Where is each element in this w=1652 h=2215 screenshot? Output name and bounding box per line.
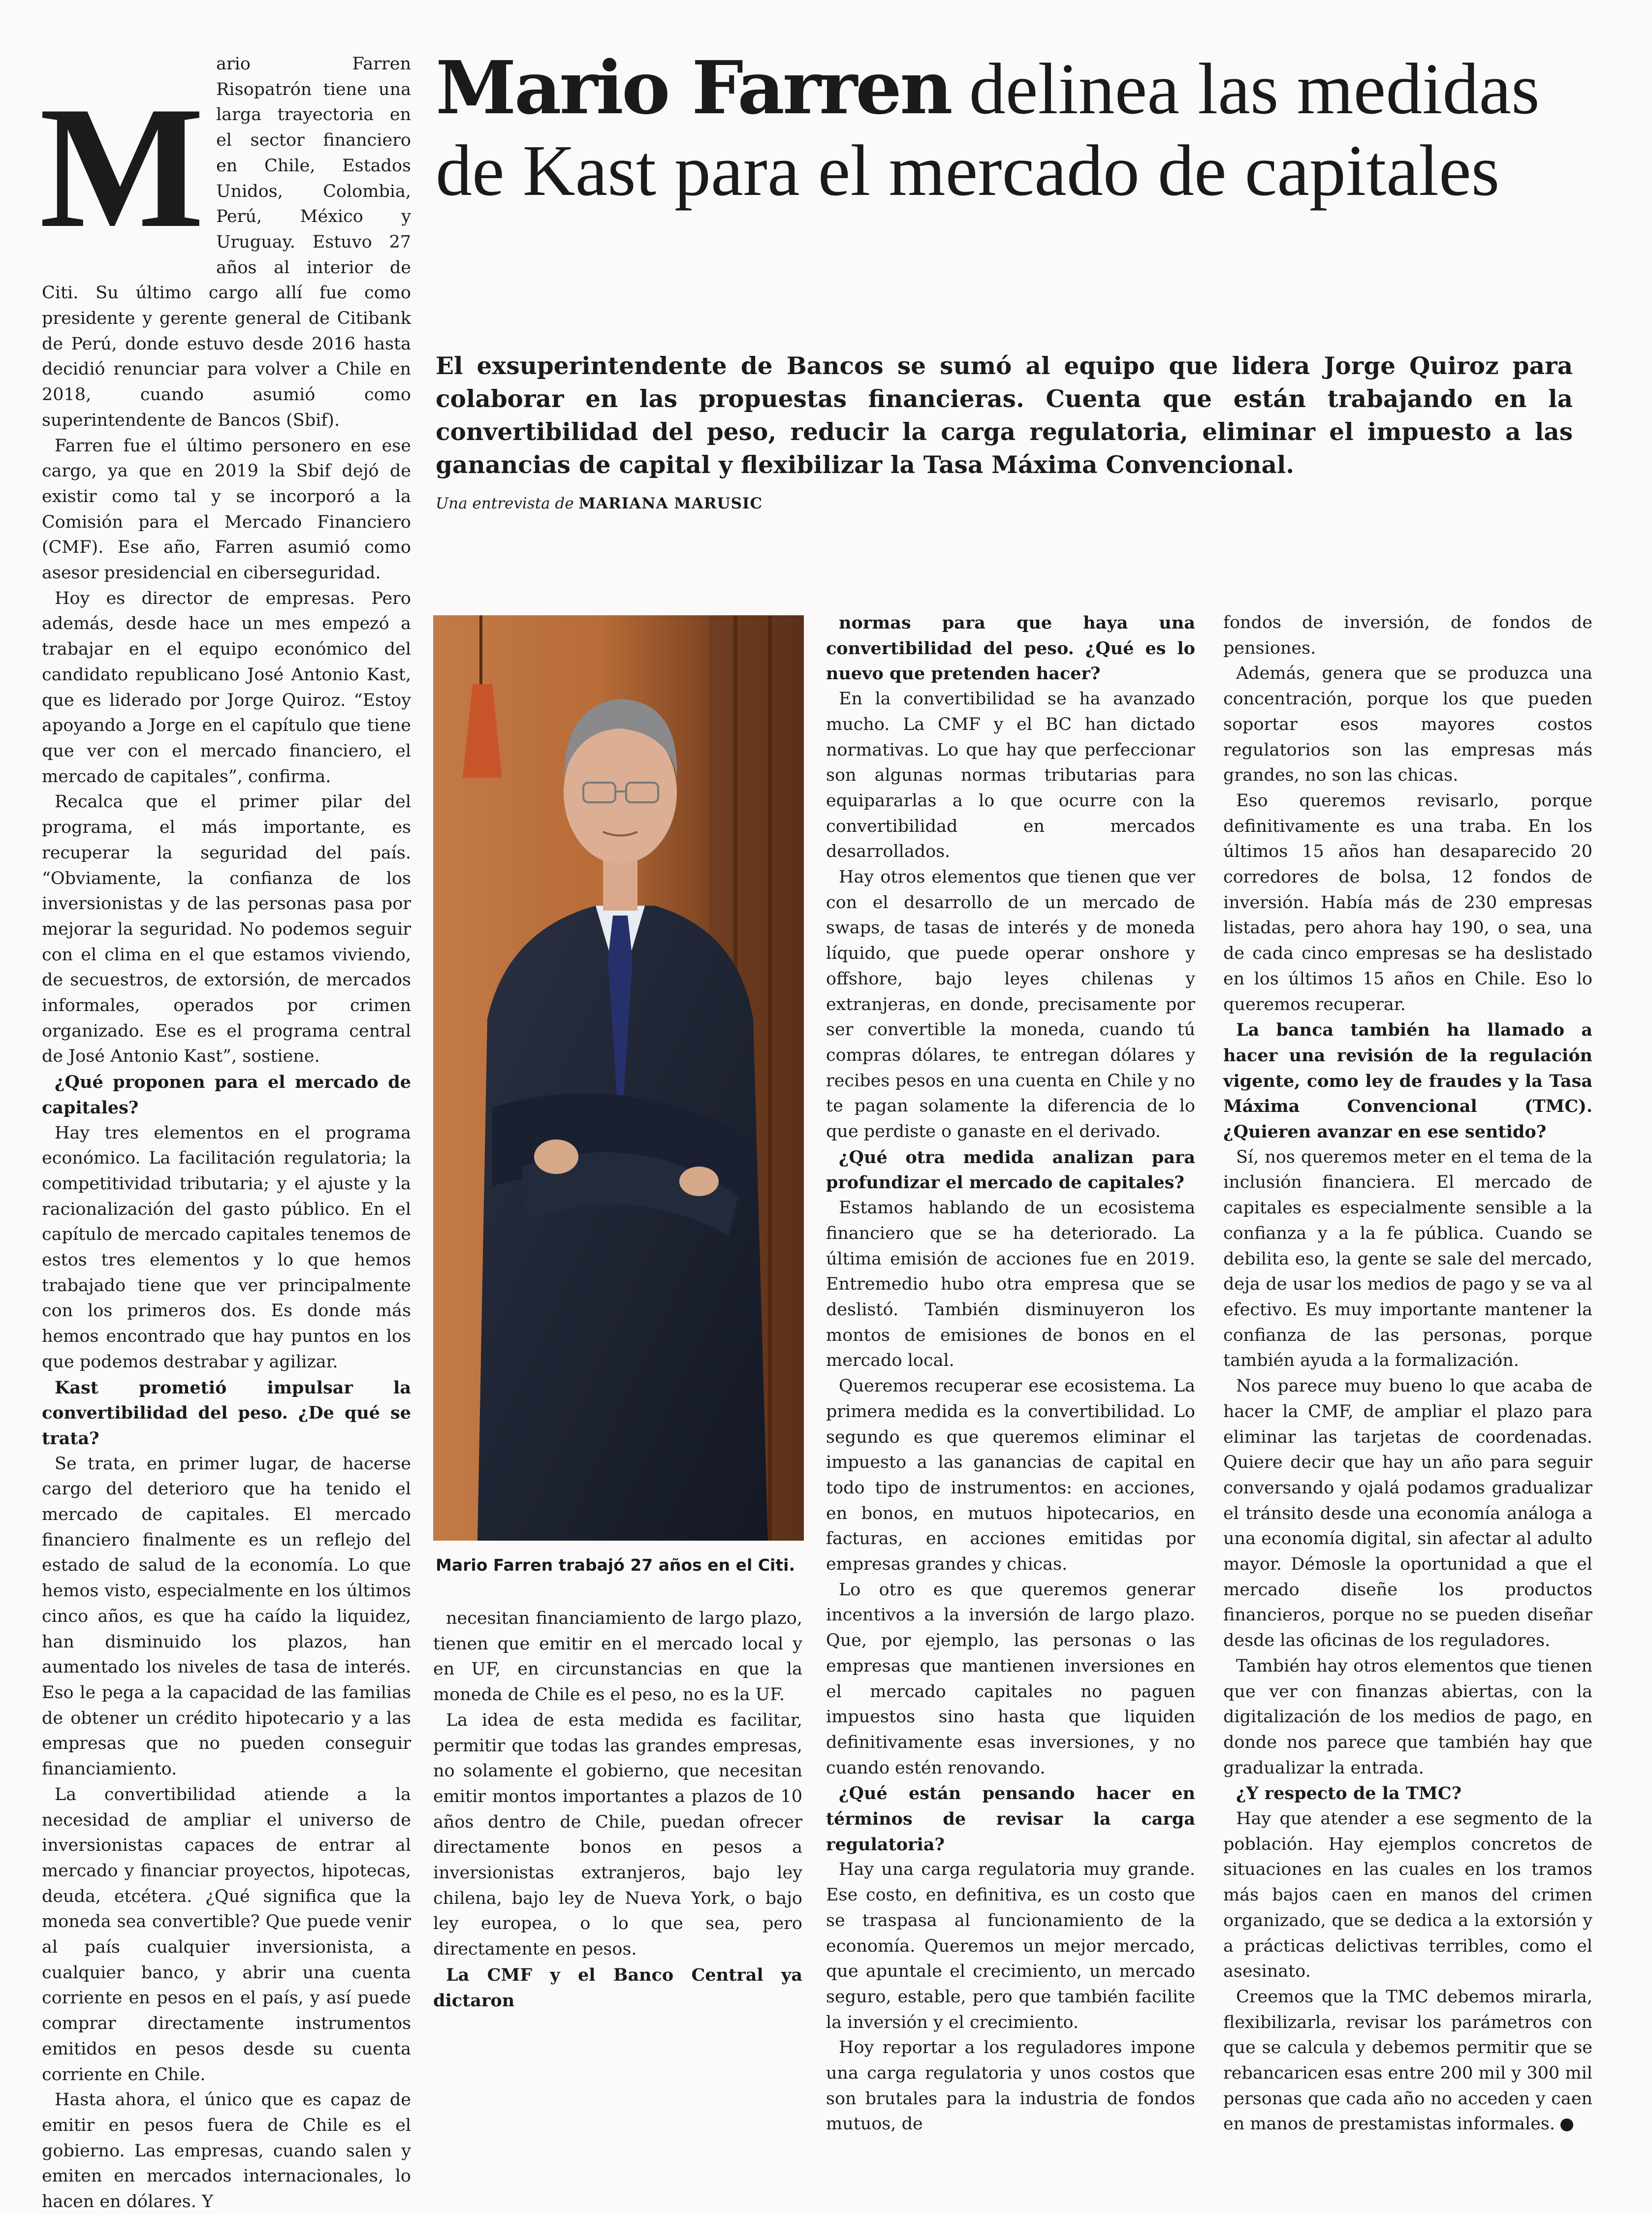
article-paragraph: También hay otros elementos que tienen que ver con finanzas abiertas, con la digitalización de los medios de pago, en donde nos parece que también hay que gradualizar la entrada. — [1223, 1656, 1592, 1778]
article-paragraph: Queremos recuperar ese ecosistema. La primera medida es la convertibilidad. Lo segundo es que queremos eliminar el impuesto a las ganancias de capital en todo tipo de instrumentos: en acciones, en bonos, en mutuos hipotecarios, en facturas, en acciones emitidas por empresas grandes y chicas. — [826, 1376, 1195, 1575]
drop-cap: M — [39, 70, 205, 264]
interview-question: La banca también ha llamado a hacer una revisión de la regulación vigente, como ley de fraudes y la Tasa Máxima Convencional (TMC). ¿Quieren avanzar en ese sentido? — [1223, 1020, 1592, 1142]
byline-author: MARIANA MARUSIC — [578, 495, 763, 512]
headline — [436, 47, 1602, 212]
article-paragraph: Hay que atender a ese segmento de la población. Hay ejemplos concretos de situaciones en las cuales en los tramos más bajos caen en manos del crimen organizado, que se dedica a la extorsión y a prácticas delictivas terribles, como el asesinato. — [1223, 1809, 1592, 1982]
article-paragraph: Eso queremos revisarlo, porque definitivamente es una traba. En los últimos 15 años han desaparecido 20 corredores de bolsa, 12 fondos de inversión. Había más de 230 empresas listadas, pero ahora hay 190, o sea, una de cada cinco empresas se ha deslistado en los últimos 15 años en Chile. Eso lo queremos recuperar. — [1223, 791, 1592, 1014]
deck-summary: El exsuperintendente de Bancos se sumó al equipo que lidera Jorge Quiroz para colaborar en las propuestas financieras. Cuenta que están trabajando en la convertibilidad del peso, reducir la carga regulatoria, eliminar el impuesto a las ganancias de capital y flexibilizar la Tasa Máxima Convencional. — [436, 352, 1573, 479]
interview-question: Kast prometió impulsar la convertibilidad del peso. ¿De qué se trata? — [42, 1377, 411, 1449]
article-paragraph: Además, genera que se produzca una concentración, porque los que pueden soportar esos mayores costos regulatorios son las empresas más grandes, no son las chicas. — [1223, 664, 1592, 786]
article-paragraph: ario Farren Risopatrón tiene una larga trayectoria en el sector financiero en Chile, Estados Unidos, Colombia, Perú, México y Uruguay. Estuvo 27 años al interior de Citi. Su último cargo allí fue como presidente y gerente general de Citibank de Perú, donde estuvo desde 2016 hasta decidió renunciar para volver a Chile en 2018, cuando asumió como superintendente de Bancos (Sbif). — [42, 54, 411, 430]
article-paragraph: Farren fue el último personero en ese cargo, ya que en 2019 la Sbif dejó de existir como tal y se incorporó a la Comisión para el Mercado Financiero (CMF). Ese año, Farren asumió como asesor presidencial en ciberseguridad. — [42, 436, 411, 583]
article-paragraph: Recalca que el primer pilar del programa, el más importante, es recuperar la seguridad del país. “Obviamente, la confianza de los inversionistas y de las personas pasa por mejorar la seguridad. No podemos seguir con el clima en el que estamos viviendo, de secuestros, de extorsión, de mercados informales, operados por crimen organizado. Ese es el programa central de José Antonio Kast”, sostiene. — [42, 792, 411, 1067]
article-paragraph: En la convertibilidad se ha avanzado mucho. La CMF y el BC han dictado normativas. Lo que hay que perfeccionar son algunas normas tributarias para equipararlas a lo que ocurre con la convertibilidad en mercados desarrollados. — [826, 689, 1195, 862]
interview-question: normas para que haya una convertibilidad del peso. ¿Qué es lo nuevo que pretenden hacer? — [826, 613, 1195, 684]
article-paragraph: Hay una carga regulatoria muy grande. Ese costo, en definitiva, es un costo que se traspasa al funcionamiento de la economía. Queremos un mejor mercado, que apuntale el crecimiento, un mercado seguro, estable, pero que también facilite la inversión y el crecimiento. — [826, 1860, 1195, 2032]
article-paragraph: La convertibilidad atiende a la necesidad de ampliar el universo de inversionistas capaces de entrar al mercado y financiar proyectos, hipotecas, deuda, etcétera. ¿Qué significa que la moneda sea convertible? Que puede venir al país cualquier inversionista, a cualquier banco, y abrir una cuenta corriente en pesos en el país, y así puede comprar directamente instrumentos emitidos en pesos desde su cuenta corriente en Chile. — [42, 1784, 411, 2085]
article-paragraph: Estamos hablando de un ecosistema financiero que se ha deteriorado. La última emisión de acciones fue en 2019. Entremedio hubo otra empresa que se deslistó. También disminuyeron los montos de emisiones de bonos en el mercado local. — [826, 1198, 1195, 1371]
article-column-2 — [433, 1606, 802, 2013]
byline — [436, 495, 762, 512]
byline-prefix: Una entrevista de — [436, 495, 574, 512]
article-paragraph: Creemos que la TMC debemos mirarla, flexibilizarla, revisar los parámetros con que se calcula y debemos permitir que se rebancaricen esas entre 200 mil y 300 mil personas que cada año no acceden y caen en manos de prestamistas informales. P — [1223, 1987, 1592, 2134]
photo-caption: Mario Farren trabajó 27 años en el Citi. — [436, 1555, 795, 1575]
portrait-photo — [433, 615, 804, 1541]
headline-rest: delinea las medidas de Kast para el mercado de capitales — [436, 49, 1540, 211]
end-mark-icon: P — [1560, 2119, 1573, 2131]
interview-question: La CMF y el Banco Central ya dictaron — [433, 1964, 802, 2011]
interview-question: ¿Qué otra medida analizan para profundizar el mercado de capitales? — [826, 1147, 1195, 1193]
headline-bold: Mario Farren — [436, 45, 951, 130]
article-paragraph: fondos de inversión, de fondos de pensiones. — [1223, 613, 1592, 658]
article-paragraph: Hay tres elementos en el programa económico. La facilitación regulatoria; la competitividad tributaria; y el ajuste y la racionalización del gasto público. En el capítulo de mercado capitales tenemos de estos tres elementos y lo que hemos trabajado tiene que ver principalmente con los primeros dos. Es donde más hemos encontrado que hay puntos en los que podemos destrabar y agilizar. — [42, 1123, 411, 1372]
article-paragraph: Sí, nos queremos meter en el tema de la inclusión financiera. El mercado de capitales es especialmente sensible a la confianza y a la fe pública. Cuando se debilita eso, la gente se sale del mercado, deja de usar los medios de pago y se va al efectivo. Es muy importante mantener la confianza de las personas, porque también ayuda a la formalización. — [1223, 1147, 1592, 1371]
article-paragraph: Hay otros elementos que tienen que ver con el desarrollo de un mercado de swaps, de tasas de interés y de moneda líquido, que puede operar onshore y offshore, bajo leyes chilenas y extranjeras, en donde, precisamente por ser convertible la moneda, cuando tú compras dólares, te entregan dólares y recibes pesos en una cuenta en Chile y no te pagan solamente la diferencia de lo que perdiste o ganaste en el derivado. — [826, 867, 1195, 1142]
article-paragraph: Hoy es director de empresas. Pero además, desde hace un mes empezó a trabajar en el equipo económico del candidato republicano José Antonio Kast, que es liderado por Jorge Quiroz. “Estoy apoyando a Jorge en el capítulo que tiene que ver con el mercado financiero, el mercado de capitales”, confirma. — [42, 588, 411, 787]
article-paragraph: Lo otro es que queremos generar incentivos a la inversión de largo plazo. Que, por ejemplo, las personas o las empresas que mantienen inversiones en el mercado capitales no paguen impuestos sino hasta que liquiden definitivamente esas inversiones, y no cuando estén renovando. — [826, 1580, 1195, 1778]
article-paragraph: necesitan financiamiento de largo plazo, tienen que emitir en el mercado local y en UF, en circunstancias en que la moneda de Chile es el peso, no es la UF. — [433, 1609, 802, 1705]
article-column-1 — [39, 0, 411, 2212]
interview-question: ¿Y respecto de la TMC? — [1236, 1783, 1462, 1804]
article-paragraph: La idea de esta medida es facilitar, permitir que todas las grandes empresas, no solamente el gobierno, que necesitan emitir montos importantes a plazos de 10 años dentro de Chile, puedan ofrecer directamente bonos en pesos a inversionistas extranjeros, bajo ley chilena, bajo ley de Nueva York, o bajo ley europea, o lo que sea, pero directamente en pesos. — [433, 1710, 802, 1960]
article-paragraph: Nos parece muy bueno lo que acaba de hacer la CMF, de ampliar el plazo para eliminar las tarjetas de coordenadas. Quiere decir que hay un año para seguir conversando y ojalá podamos gradualizar el tránsito desde una economía análoga a una economía digital, sin afectar al adulto mayor. Démosle la oportunidad a que el mercado diseñe los productos financieros, porque no se pueden diseñar desde las oficinas de los reguladores. — [1223, 1376, 1592, 1651]
interview-question: ¿Qué están pensando hacer en términos de revisar la carga regulatoria? — [826, 1783, 1195, 1855]
article-paragraph: Se trata, en primer lugar, de hacerse cargo del deterioro que ha tenido el mercado de capitales. El mercado financiero finalmente es un reflejo del estado de salud de la economía. Lo que hemos visto, especialmente en los últimos cinco años, es que ha caído la liquidez, han disminuido los plazos, han aumentado los niveles de tasa de interés. Eso le pega a la capacidad de las familias de obtener un crédito hipotecario y a las empresas que no pueden conseguir financiamiento. — [42, 1454, 411, 1779]
article-paragraph: Hasta ahora, el único que es capaz de emitir en pesos fuera de Chile es el gobierno. Las empresas, cuando salen y emiten en mercados internacionales, lo hacen en dólares. Y — [42, 2090, 411, 2212]
article-column-4 — [1223, 610, 1592, 2134]
article-paragraph: Hoy reportar a los reguladores impone una carga regulatoria y unos costos que son brutales para la industria de fondos mutuos, de — [826, 2038, 1195, 2134]
article-column-3 — [826, 610, 1195, 2134]
interview-question: ¿Qué proponen para el mercado de capitales? — [42, 1072, 411, 1118]
